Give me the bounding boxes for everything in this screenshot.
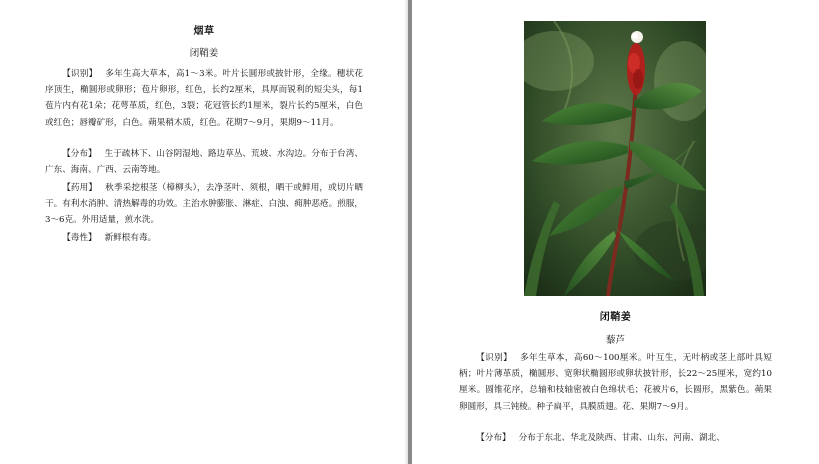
page-left <box>0 0 408 464</box>
section-label: 【分布】 <box>476 433 511 443</box>
section-text: 生于疏林下、山谷阴湿地、路边草丛、荒坡、水沟边。分布于台湾、广东、海南、广西、云南等地。 <box>45 149 363 176</box>
section-label: 【药用】 <box>62 183 98 193</box>
section-text: 分布于东北、华北及陕西、甘肃、山东、河南、湖北、 <box>518 433 725 443</box>
page-right <box>412 0 819 464</box>
section-distribution <box>459 430 772 446</box>
section-text: 多年生高大草本，高1～3米。叶片长圆形或披针形，全缘。穗状花序顶生，椭圆形或卵形；苞片卵形，红色，长约2厘米，具厚而锐利的短尖头，每1苞片内有花1朵；花萼革质，红色，3裂；花冠管长约1厘米，裂片长约5厘米，白色或红色；唇瓣矿形，白色。蒴果稍木质，红色。花期7～9月，果期9～11月。 <box>45 69 363 128</box>
section-label: 【分布】 <box>62 149 97 159</box>
section-identification <box>45 66 363 131</box>
costus-plant-photo <box>524 21 706 296</box>
section-text: 秋季采挖根茎（樟柳头），去净茎叶、须根，晒干或鲜用，或切片晒干。有利水消肿、清热解毒的功效。主治水肿膨胀、淋症、白浊、痈肿恶疮。煎服，3～6克。外用适量，煎水洗。 <box>45 183 363 226</box>
section-text: 新鲜根有毒。 <box>104 233 157 243</box>
page-title: 烟草 <box>193 26 215 37</box>
section-toxicity <box>45 230 363 246</box>
section-identification <box>459 350 772 415</box>
photo-caption: 闭鞘姜 <box>599 312 632 323</box>
section-text: 多年生草本，高60～100厘米。叶互生，无叶柄或茎上部叶具短柄；叶片薄革质，椭圆形、宽卵状椭圆形或卵状披针形，长22～25厘米，宽约10厘米。圆锥花序，总轴和枝轴密被白色绵状毛；花被片6，长圆形，黑紫色。蒴果卵圆形，具三钝棱。种子扁平，具膜质翅。花、果期7～9月。 <box>459 353 772 412</box>
section-label: 【识别】 <box>476 353 513 363</box>
section-distribution <box>45 146 363 178</box>
plant-name: 闭鞘姜 <box>189 48 219 59</box>
section-label: 【识别】 <box>62 69 98 79</box>
section-medicinal-use <box>45 180 363 229</box>
section-label: 【毒性】 <box>62 233 97 243</box>
plant-name: 藜芦 <box>605 335 625 346</box>
